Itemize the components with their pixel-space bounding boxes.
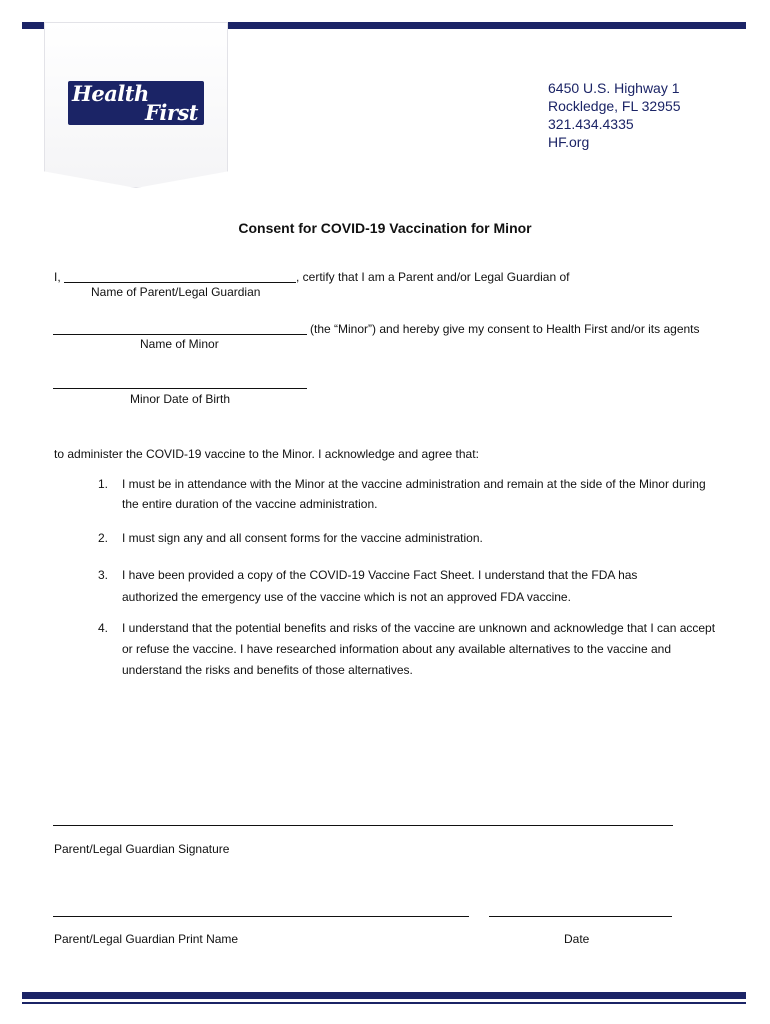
guardian-name-field[interactable] [64,282,296,283]
address-city: Rockledge, FL 32955 [548,98,681,114]
intro-text: to administer the COVID-19 vaccine to the Minor. I acknowledge and agree that: [54,447,479,461]
minor-dob-field[interactable] [53,388,307,389]
logo-text-health: Health [72,81,149,106]
list-item-text: I have been provided a copy of the COVID-19 Vaccine Fact Sheet. I understand that the FDA has authorized the emergency use of the vaccine which is not an approved FDA vaccine. [122,568,638,604]
list-item [98,474,728,514]
footer-bar [22,992,746,999]
address-street: 6450 U.S. Highway 1 [548,80,680,96]
date-field[interactable] [489,916,672,917]
list-item-text: I must sign any and all consent forms for the vaccine administration. [122,531,483,545]
list-item-number: 4. [98,621,109,635]
list-item [98,528,728,548]
address-website: HF.org [548,134,590,150]
signature-label: Parent/Legal Guardian Signature [54,842,230,856]
minor-name-label: Name of Minor [140,337,219,351]
signature-field[interactable] [53,825,673,826]
document-title: Consent for COVID-19 Vaccination for Minor [238,220,532,236]
list-item-number: 3. [98,568,109,582]
address-phone: 321.434.4335 [548,116,634,132]
minor-name-field[interactable] [53,334,307,335]
list-item-text: I understand that the potential benefits and risks of the vaccine are unknown and acknowledge that I can accept or refuse the vaccine. I have researched information about any available alternatives to the vaccine and understand the risks and benefits of those alternatives. [122,621,716,677]
minor-dob-label: Minor Date of Birth [130,392,231,406]
list-item-number: 1. [98,477,109,491]
list-item-number: 2. [98,531,109,545]
guardian-prefix: I, [54,270,61,284]
footer-thin-bar [22,1002,746,1004]
logo-text-first: First [145,100,198,125]
print-name-field[interactable] [53,916,469,917]
print-name-label: Parent/Legal Guardian Print Name [54,932,239,946]
minor-consent-text: (the “Minor”) and hereby give my consent to Health First and/or its agents [310,322,700,336]
list-item [98,618,728,682]
list-item [98,564,728,608]
guardian-certify-text: , certify that I am a Parent and/or Legal Guardian of [296,270,570,284]
health-first-logo [68,81,204,125]
address-block [548,79,681,151]
date-label: Date [564,932,590,946]
list-item-text: I must be in attendance with the Minor at the vaccine administration and remain at the side of the Minor during the entire duration of the vaccine administration. [122,477,706,511]
guardian-name-label: Name of Parent/Legal Guardian [91,285,261,299]
